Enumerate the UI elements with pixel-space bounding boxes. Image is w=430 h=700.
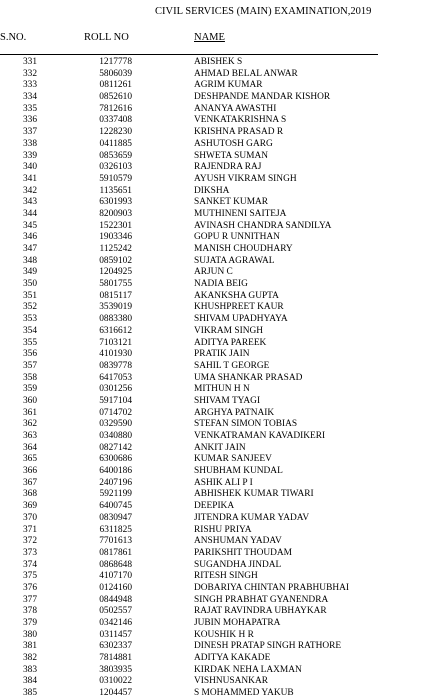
serial-number: 334 [22,92,37,103]
roll-number: 5910579 [99,173,132,184]
roll-number: 1135651 [99,185,132,196]
candidate-name: VENKATAKRISHNA S [194,115,287,126]
table-row [0,525,430,537]
serial-number: 331 [22,57,37,67]
roll-number: 4107170 [99,571,132,582]
candidate-name: ABISHEK S [194,57,243,67]
candidate-name: SHIVAM TYAGI [194,395,261,406]
roll-number: 0124160 [99,582,132,593]
roll-number: 0830947 [99,512,132,523]
table-row [0,256,430,268]
table-row [0,162,430,174]
candidate-name: VIKRAM SINGH [194,325,264,336]
candidate-name: S MOHAMMED YAKUB [194,688,294,699]
serial-number: 372 [22,536,37,547]
serial-number: 341 [22,173,37,184]
candidate-name: SANKET KUMAR [194,197,269,208]
roll-number: 6316612 [99,325,132,336]
column-header-name: NAME [194,32,225,43]
serial-number: 342 [22,185,37,196]
candidate-name: MANISH CHOUDHARY [194,244,293,254]
table-row [0,232,430,244]
table-row [0,244,430,256]
roll-number: 7103121 [99,337,132,348]
candidate-name: ADITYA KAKADE [194,653,271,664]
candidate-name: SHUBHAM KUNDAL [194,466,283,477]
table-row [0,595,430,607]
candidate-name: RAJENDRA RAJ [194,162,262,173]
table-row [0,630,430,642]
serial-number: 356 [22,349,37,360]
serial-number: 333 [22,80,37,91]
table-row [0,151,430,163]
serial-number: 336 [22,115,37,126]
serial-number: 378 [22,606,37,617]
table-row [0,361,430,373]
roll-number: 7812616 [99,103,132,114]
roll-number: 0326103 [99,162,132,173]
roll-number: 1522301 [99,220,132,231]
table-row [0,302,430,314]
roll-number: 5801755 [99,279,132,290]
serial-number: 374 [22,559,37,570]
table-row [0,653,430,665]
serial-number: 363 [22,431,37,441]
serial-number: 354 [22,325,37,336]
table-row [0,606,430,618]
serial-number: 352 [22,302,37,313]
table-row [0,127,430,139]
serial-number: 349 [22,267,37,278]
results-table [0,57,430,700]
roll-number: 0844948 [99,594,132,605]
candidate-name: DOBARIYA CHINTAN PRABHUBHAI [194,582,349,593]
serial-number: 337 [22,127,37,138]
roll-number: 0502557 [99,606,132,617]
candidate-name: PRATIK JAIN [194,349,250,360]
roll-number: 3803935 [99,664,132,675]
candidate-name: ANANYA AWASTHI [194,103,277,114]
serial-number: 340 [22,162,37,173]
serial-number: 355 [22,337,37,348]
serial-number: 343 [22,197,37,208]
table-row [0,431,430,443]
candidate-name: ARJUN C [194,267,233,278]
roll-number: 5921199 [99,489,132,500]
roll-number: 0311457 [99,629,132,640]
candidate-name: DIKSHA [194,185,230,196]
candidate-name: DINESH PRATAP SINGH RATHORE [194,641,342,652]
roll-number: 0714702 [99,407,132,418]
candidate-name: SHIVAM UPADHYAYA [194,314,288,325]
table-row [0,665,430,677]
roll-number: 5806039 [99,68,132,79]
candidate-name: ADITYA PAREEK [194,337,267,348]
roll-number: 0342146 [99,618,132,628]
table-row [0,489,430,501]
serial-number: 364 [22,442,37,453]
roll-number: 6302337 [99,641,132,652]
candidate-name: STEFAN SIMON TOBIAS [194,419,298,430]
roll-number: 6417053 [99,372,132,383]
candidate-name: AKANKSHA GUPTA [194,290,279,301]
serial-number: 369 [22,501,37,512]
roll-number: 1217778 [99,57,132,67]
table-row [0,279,430,291]
candidate-name: PARIKSHIT THOUDAM [194,547,293,558]
roll-number: 0811261 [99,80,132,91]
table-row [0,80,430,92]
roll-number: 0868648 [99,559,132,570]
table-row [0,408,430,420]
table-row [0,314,430,326]
roll-number: 0337408 [99,115,132,126]
table-row [0,186,430,198]
roll-number: 1228230 [99,127,132,138]
roll-number: 5917104 [99,395,132,406]
table-row [0,548,430,560]
serial-number: 344 [22,208,37,219]
serial-number: 339 [22,150,37,161]
column-header-roll-no: ROLL NO [84,32,129,43]
serial-number: 376 [22,582,37,593]
candidate-name: RITESH SINGH [194,571,258,582]
table-row [0,454,430,466]
table-row [0,419,430,431]
candidate-name: SUGANDHA JINDAL [194,559,282,570]
roll-number: 1125242 [99,244,132,254]
serial-number: 373 [22,547,37,558]
candidate-name: SHWETA SUMAN [194,150,268,161]
serial-number: 367 [22,477,37,488]
table-row [0,618,430,630]
candidate-name: KHUSHPREET KAUR [194,302,284,313]
table-row [0,536,430,548]
candidate-name: VENKATRAMAN KAVADIKERI [194,431,326,441]
table-row [0,373,430,385]
table-row [0,478,430,490]
candidate-name: SUJATA AGRAWAL [194,255,275,266]
serial-number: 345 [22,220,37,231]
table-row [0,326,430,338]
table-row [0,443,430,455]
candidate-name: KRISHNA PRASAD R [194,127,284,138]
table-row [0,676,430,688]
serial-number: 365 [22,454,37,465]
candidate-name: AGRIM KUMAR [194,80,263,91]
serial-number: 360 [22,395,37,406]
roll-number: 0852610 [99,92,132,103]
roll-number: 4101930 [99,349,132,360]
serial-number: 366 [22,466,37,477]
table-row [0,115,430,127]
table-row [0,267,430,279]
candidate-name: MITHUN H N [194,384,250,395]
table-row [0,57,430,69]
candidate-name: ANSHUMAN YADAV [194,536,282,547]
roll-number: 7701613 [99,536,132,547]
table-row [0,104,430,116]
serial-number: 384 [22,676,37,687]
roll-number: 6311825 [99,524,132,535]
roll-number: 6400186 [99,466,132,477]
candidate-name: JUBIN MOHAPATRA [194,618,281,628]
candidate-name: SINGH PRABHAT GYANENDRA [194,594,329,605]
table-row [0,338,430,350]
candidate-name: UMA SHANKAR PRASAD [194,372,303,383]
candidate-name: DEEPIKA [194,501,235,512]
serial-number: 382 [22,653,37,664]
candidate-name: VISHNUSANKAR [194,676,268,687]
document-title: CIVIL SERVICES (MAIN) EXAMINATION,2019 [155,6,372,17]
roll-number: 0310022 [99,676,132,687]
table-row [0,174,430,186]
serial-number: 371 [22,524,37,535]
candidate-name: GOPU R UNNITHAN [194,232,280,243]
candidate-name: RISHU PRIYA [194,524,252,535]
roll-number: 8200903 [99,208,132,219]
roll-number: 6300686 [99,454,132,465]
candidate-name: AVINASH CHANDRA SANDILYA [194,220,332,231]
table-row [0,221,430,233]
serial-number: 338 [22,138,37,149]
roll-number: 2407196 [99,477,132,488]
table-row [0,583,430,595]
table-row [0,466,430,478]
candidate-name: KOUSHIK H R [194,629,254,640]
table-row [0,396,430,408]
serial-number: 351 [22,290,37,301]
serial-number: 359 [22,384,37,395]
roll-number: 7814881 [99,653,132,664]
roll-number: 0301256 [99,384,132,395]
roll-number: 0853659 [99,150,132,161]
serial-number: 377 [22,594,37,605]
serial-number: 350 [22,279,37,290]
candidate-name: RAJAT RAVINDRA UBHAYKAR [194,606,327,617]
serial-number: 361 [22,407,37,418]
roll-number: 0340880 [99,431,132,441]
candidate-name: JITENDRA KUMAR YADAV [194,512,310,523]
roll-number: 1204925 [99,267,132,278]
candidate-name: ABHISHEK KUMAR TIWARI [194,489,314,500]
candidate-name: NADIA BEIG [194,279,248,290]
candidate-name: KUMAR SANJEEV [194,454,272,465]
serial-number: 362 [22,419,37,430]
serial-number: 353 [22,314,37,325]
serial-number: 380 [22,629,37,640]
table-row [0,571,430,583]
column-header-sno: S.NO. [0,32,27,43]
serial-number: 332 [22,68,37,79]
serial-number: 368 [22,489,37,500]
table-row [0,560,430,572]
roll-number: 0815117 [99,290,132,301]
serial-number: 346 [22,232,37,243]
candidate-name: KIRDAK NEHA LAXMAN [194,664,302,675]
roll-number: 0839778 [99,360,132,371]
roll-number: 0411885 [99,138,132,149]
table-row [0,688,430,700]
serial-number: 335 [22,103,37,114]
candidate-name: DESHPANDE MANDAR KISHOR [194,92,331,103]
table-row [0,641,430,653]
serial-number: 385 [22,688,37,699]
serial-number: 375 [22,571,37,582]
serial-number: 347 [22,244,37,254]
roll-number: 0883380 [99,314,132,325]
roll-number: 1903346 [99,232,132,243]
table-row [0,349,430,361]
roll-number: 0859102 [99,255,132,266]
candidate-name: ANKIT JAIN [194,442,246,453]
roll-number: 3539019 [99,302,132,313]
serial-number: 357 [22,360,37,371]
table-row [0,209,430,221]
candidate-name: ASHIK ALI P I [194,477,253,488]
roll-number: 1204457 [99,688,132,699]
header-divider [0,54,378,55]
serial-number: 370 [22,512,37,523]
roll-number: 0329590 [99,419,132,430]
table-row [0,513,430,525]
table-row [0,291,430,303]
table-row [0,92,430,104]
candidate-name: AHMAD BELAL ANWAR [194,68,298,79]
candidate-name: ASHUTOSH GARG [194,138,273,149]
candidate-name: SAHIL T GEORGE [194,360,270,371]
table-row [0,384,430,396]
roll-number: 6301993 [99,197,132,208]
serial-number: 379 [22,618,37,628]
table-row [0,197,430,209]
candidate-name: ARGHYA PATNAIK [194,407,275,418]
table-row [0,139,430,151]
roll-number: 0827142 [99,442,132,453]
serial-number: 348 [22,255,37,266]
serial-number: 381 [22,641,37,652]
serial-number: 383 [22,664,37,675]
roll-number: 6400745 [99,501,132,512]
candidate-name: AYUSH VIKRAM SINGH [194,173,297,184]
roll-number: 0817861 [99,547,132,558]
candidate-name: MUTHINENI SAITEJA [194,208,287,219]
table-row [0,69,430,81]
table-row [0,501,430,513]
serial-number: 358 [22,372,37,383]
